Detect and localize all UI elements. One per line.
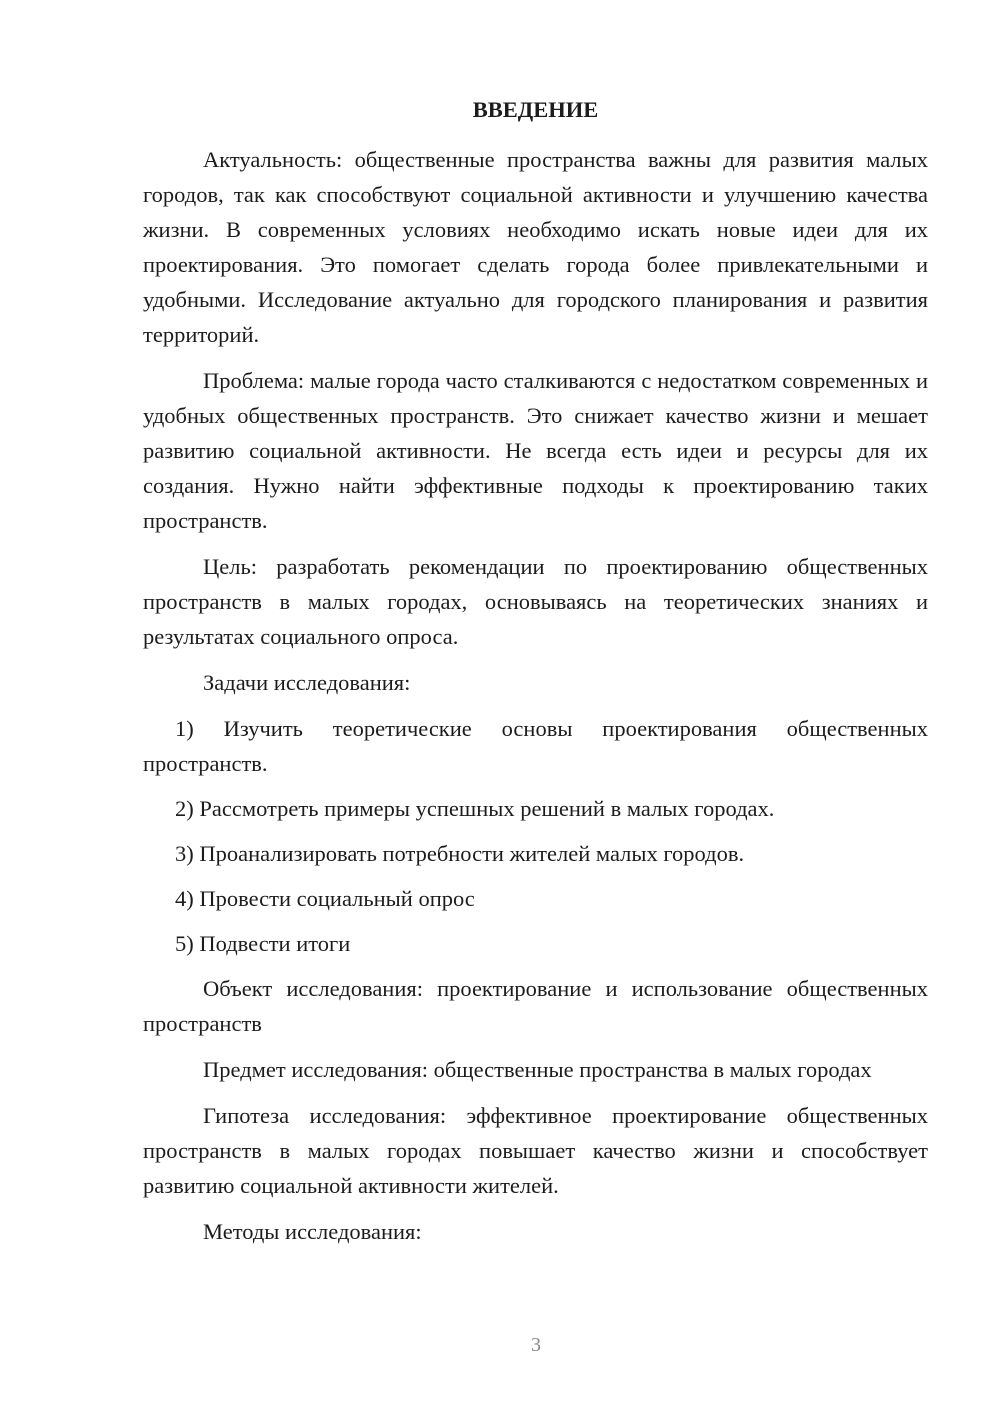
document-page [143, 92, 928, 1260]
task-item-2: 2) Рассмотреть примеры успешных решений в малых городах. [175, 796, 775, 821]
page-title: ВВЕДЕНИЕ [472, 97, 599, 122]
object-paragraph: Объект исследования: проектирование и использование общественных пространств [143, 976, 928, 1036]
page-number: 3 [531, 1334, 541, 1356]
hypothesis-paragraph: Гипотеза исследования: эффективное проектирование общественных пространств в малых городах повышает качество жизни и способствует развитию социальной активности жителей. [143, 1103, 928, 1198]
task-item-4: 4) Провести социальный опрос [175, 886, 475, 911]
relevance-paragraph: Актуальность: общественные пространства важны для развития малых городов, так как способствуют социальной активности и улучшению качества жизни. В современных условиях необходимо искать новые идеи для их проектирования. Это помогает сделать города более привлекательными и удобными. Исследование актуально для городского планирования и развития территорий. [143, 147, 928, 347]
task-item-1: 1) Изучить теоретические основы проектирования общественных пространств. [143, 716, 928, 776]
methods-heading: Методы исследования: [203, 1219, 422, 1244]
tasks-heading: Задачи исследования: [203, 670, 411, 695]
task-item-5: 5) Подвести итоги [175, 931, 351, 956]
task-item-3: 3) Проанализировать потребности жителей малых городов. [175, 841, 745, 866]
subject-paragraph: Предмет исследования: общественные пространства в малых городах [203, 1057, 872, 1082]
goal-paragraph: Цель: разработать рекомендации по проектированию общественных пространств в малых городах, основываясь на теоретических знаниях и результатах социального опроса. [143, 554, 928, 649]
problem-paragraph: Проблема: малые города часто сталкиваются с недостатком современных и удобных общественных пространств. Это снижает качество жизни и мешает развитию социальной активности. Не всегда есть идеи и ресурсы для их создания. Нужно найти эффективные подходы к проектированию таких пространств. [143, 368, 928, 533]
